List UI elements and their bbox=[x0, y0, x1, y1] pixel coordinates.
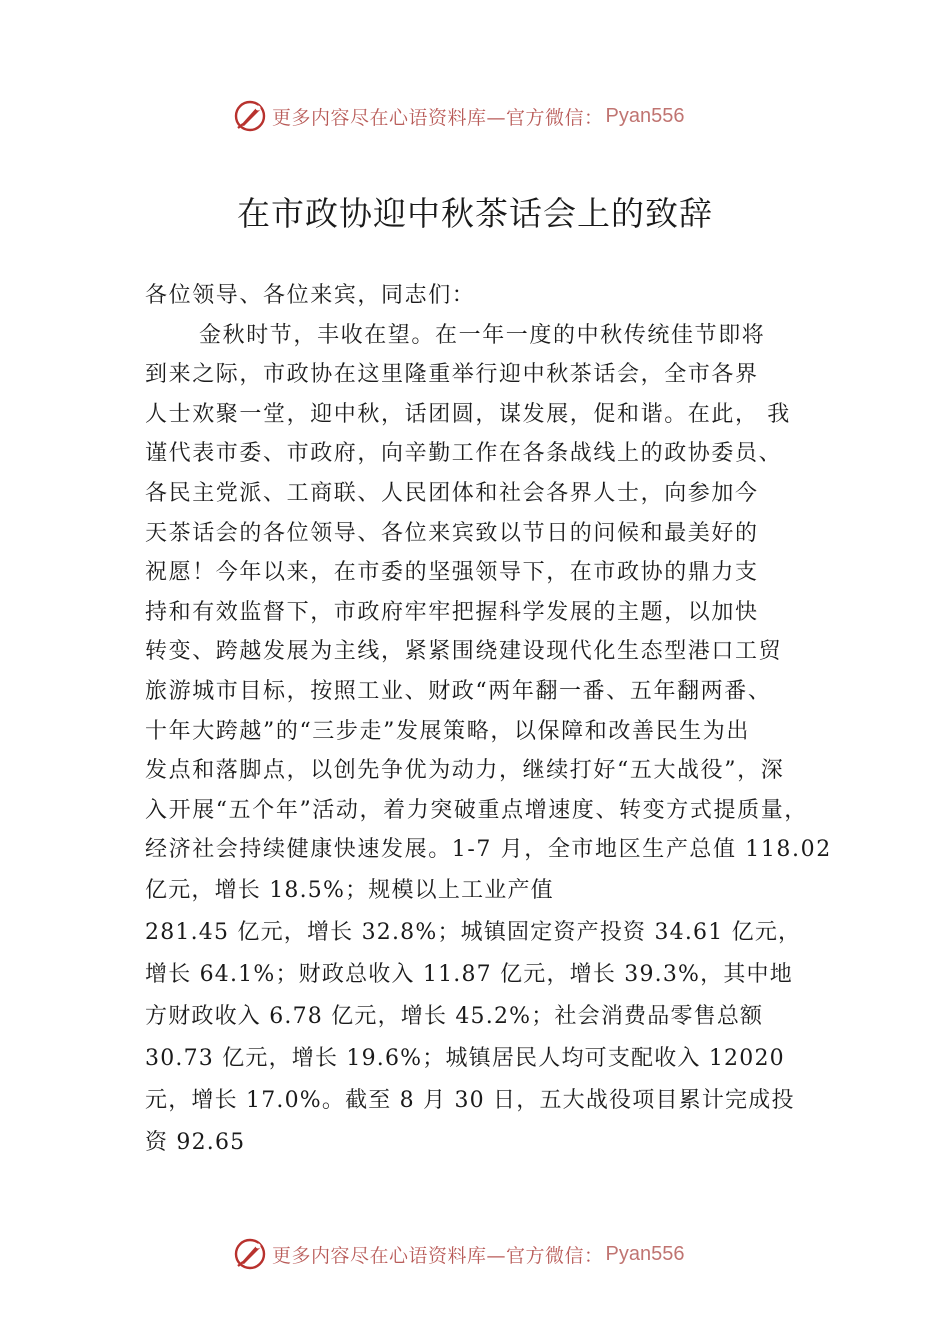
paragraph-line: 金秋时节，丰收在望。在一年一度的中秋传统佳节即将 bbox=[199, 322, 766, 348]
wechat-id: Pyan556 bbox=[605, 1242, 685, 1265]
paragraph-line: 亿元，增长 18.5%；规模以上工业产值 bbox=[145, 877, 554, 903]
banner-text: 更多内容尽在心语资料库—官方微信： bbox=[272, 106, 604, 129]
header-banner bbox=[0, 96, 950, 136]
paragraph-line: 入开展“五个年”活动，着力突破重点增速度、转变方式提质量， bbox=[145, 797, 808, 823]
paragraph-line: 经济社会持续健康快速发展。1-7 月，全市地区生产总值 118.02 bbox=[145, 837, 832, 863]
paragraph-line: 十年大跨越”的“三步走”发展策略，以保障和改善民生为出 bbox=[145, 718, 750, 744]
paragraph-line: 天茶话会的各位领导、各位来宾致以节日的问候和最美好的 bbox=[145, 520, 759, 546]
wechat-id: Pyan556 bbox=[605, 104, 685, 127]
banner-text: 更多内容尽在心语资料库—官方微信： bbox=[272, 1244, 604, 1267]
paragraph-line: 方财政收入 6.78 亿元，增长 45.2%；社会消费品零售总额 bbox=[145, 1003, 764, 1029]
paragraph-line: 人士欢聚一堂，迎中秋，话团圆，谋发展，促和谐。在此， 我 bbox=[145, 401, 791, 427]
document-body bbox=[145, 276, 835, 1164]
paragraph-line: 增长 64.1%；财政总收入 11.87 亿元，增长 39.3%，其中地 bbox=[145, 961, 793, 987]
paragraph-line: 各民主党派、工商联、人民团体和社会各界人士，向参加今 bbox=[145, 480, 759, 506]
paragraph-line: 转变、跨越发展为主线，紧紧围绕建设现代化生态型港口工贸 bbox=[145, 639, 783, 665]
document-title: 在市政协迎中秋茶话会上的致辞 bbox=[237, 194, 713, 233]
paragraph-line: 资 92.65 bbox=[145, 1129, 246, 1155]
quill-logo-icon bbox=[232, 1236, 268, 1272]
paragraph-line: 祝愿！今年以来，在市委的坚强领导下，在市政协的鼎力支 bbox=[145, 560, 759, 586]
paragraph-line: 30.73 亿元，增长 19.6%；城镇居民人均可支配收入 12020 bbox=[145, 1045, 785, 1071]
paragraph-line: 到来之际，市政协在这里隆重举行迎中秋茶话会，全市各界 bbox=[145, 362, 759, 388]
paragraph-line: 元，增长 17.0%。截至 8 月 30 日，五大战役项目累计完成投 bbox=[145, 1087, 795, 1113]
paragraph-line: 281.45 亿元，增长 32.8%；城镇固定资产投资 34.61 亿元， bbox=[145, 919, 802, 945]
paragraph-line: 谨代表市委、市政府，向辛勤工作在各条战线上的政协委员、 bbox=[145, 441, 783, 467]
paragraph-line: 持和有效监督下，市政府牢牢把握科学发展的主题，以加快 bbox=[145, 599, 759, 625]
quill-logo-icon bbox=[232, 98, 268, 134]
paragraph-line: 旅游城市目标，按照工业、财政“两年翻一番、五年翻两番、 bbox=[145, 678, 772, 704]
salutation: 各位领导、各位来宾，同志们： bbox=[145, 283, 476, 308]
paragraph-line: 发点和落脚点，以创先争优为动力，继续打好“五大战役”，深 bbox=[145, 758, 785, 784]
footer-banner bbox=[0, 1234, 950, 1274]
